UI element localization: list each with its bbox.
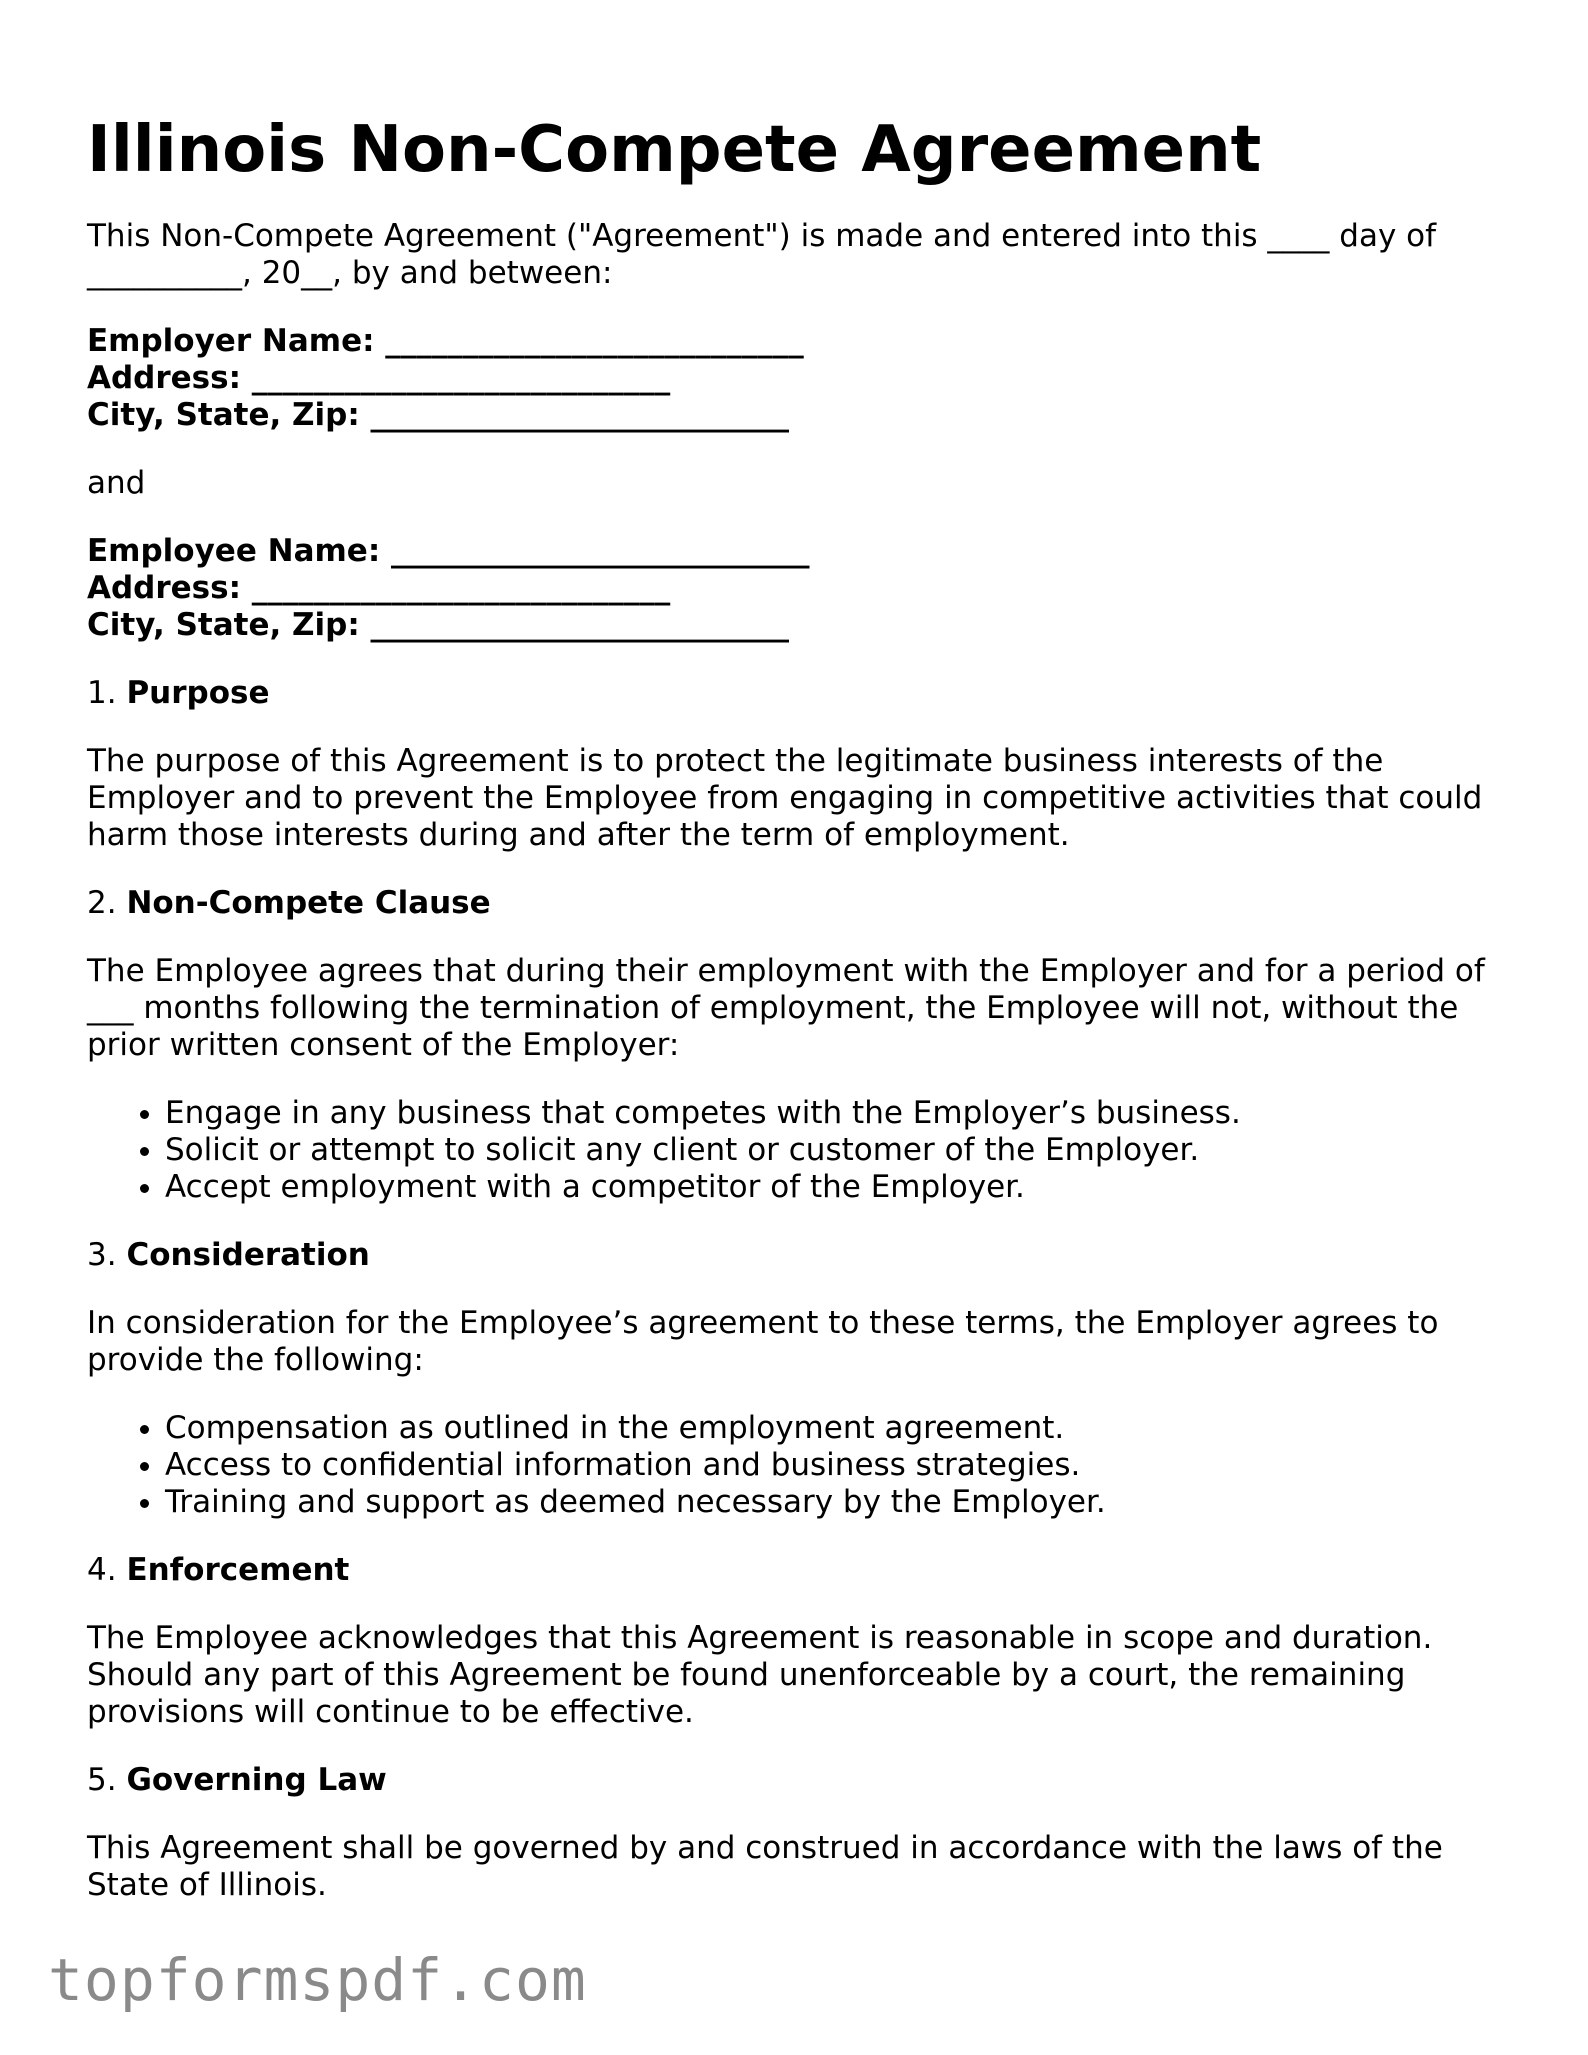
section-heading-governing-law bbox=[87, 1762, 1507, 1799]
section-number: 5. bbox=[87, 1762, 117, 1798]
employee-address-field: Address: ___________________________ bbox=[87, 570, 671, 606]
section-title: Governing Law bbox=[126, 1762, 387, 1798]
list-item: • Compensation as outlined in the employment agreement. bbox=[165, 1410, 1507, 1447]
list-item: • Training and support as deemed necessary by the Employer. bbox=[165, 1484, 1507, 1521]
consideration-list bbox=[87, 1410, 1507, 1521]
employee-name-field: Employee Name: ___________________________ bbox=[87, 533, 810, 569]
section-heading-purpose bbox=[87, 675, 1507, 712]
section-body-consideration: In consideration for the Employee’s agreement to these terms, the Employer agrees to provide the following: bbox=[87, 1305, 1439, 1378]
list-item: • Solicit or attempt to solicit any client or customer of the Employer. bbox=[165, 1132, 1507, 1169]
section-title: Non-Compete Clause bbox=[126, 885, 491, 921]
section-number: 2. bbox=[87, 885, 117, 921]
section-title: Consideration bbox=[126, 1237, 370, 1273]
section-title: Enforcement bbox=[126, 1552, 350, 1588]
employer-address-field: Address: ___________________________ bbox=[87, 360, 671, 396]
document-page bbox=[87, 110, 1507, 1935]
section-body-governing-law: This Agreement shall be governed by and construed in accordance with the laws of the State of Illinois. bbox=[87, 1830, 1443, 1903]
employer-block bbox=[87, 323, 1507, 434]
section-number: 1. bbox=[87, 675, 117, 711]
list-item: • Access to confidential information and business strategies. bbox=[165, 1447, 1507, 1484]
employer-city-field: City, State, Zip: ___________________________ bbox=[87, 397, 790, 433]
document-title: Illinois Non-Compete Agreement bbox=[87, 113, 1262, 187]
watermark: topformspdf.com bbox=[48, 1946, 587, 2014]
employer-name-field: Employer Name: ___________________________ bbox=[87, 323, 804, 359]
employee-block bbox=[87, 533, 1507, 644]
non-compete-list bbox=[87, 1095, 1507, 1206]
list-item: • Engage in any business that competes with the Employer’s business. bbox=[165, 1095, 1507, 1132]
section-heading-enforcement bbox=[87, 1552, 1507, 1589]
section-number: 3. bbox=[87, 1237, 117, 1273]
section-heading-consideration bbox=[87, 1237, 1507, 1274]
section-body-enforcement: The Employee acknowledges that this Agreement is reasonable in scope and duration. Should any part of this Agreement be found unenforceable by a court, the remaining provisions will continue to be effective. bbox=[87, 1620, 1433, 1730]
and-text: and bbox=[87, 465, 146, 501]
section-body-non-compete: The Employee agrees that during their employment with the Employer and for a period of ___ months following the termination of employment, the Employee will not, without the prior written consent of the Employer: bbox=[87, 953, 1485, 1063]
employee-city-field: City, State, Zip: ___________________________ bbox=[87, 607, 790, 643]
section-number: 4. bbox=[87, 1552, 117, 1588]
section-body-purpose: The purpose of this Agreement is to protect the legitimate business interests of the Employer and to prevent the Employee from engaging in competitive activities that could harm those interests during and after the term of employment. bbox=[87, 743, 1483, 853]
section-heading-non-compete bbox=[87, 885, 1507, 922]
section-title: Purpose bbox=[126, 675, 270, 711]
intro-paragraph: This Non-Compete Agreement ("Agreement") is made and entered into this ____ day of __________, 20__, by and between: bbox=[87, 218, 1437, 291]
list-item: • Accept employment with a competitor of the Employer. bbox=[165, 1169, 1507, 1206]
